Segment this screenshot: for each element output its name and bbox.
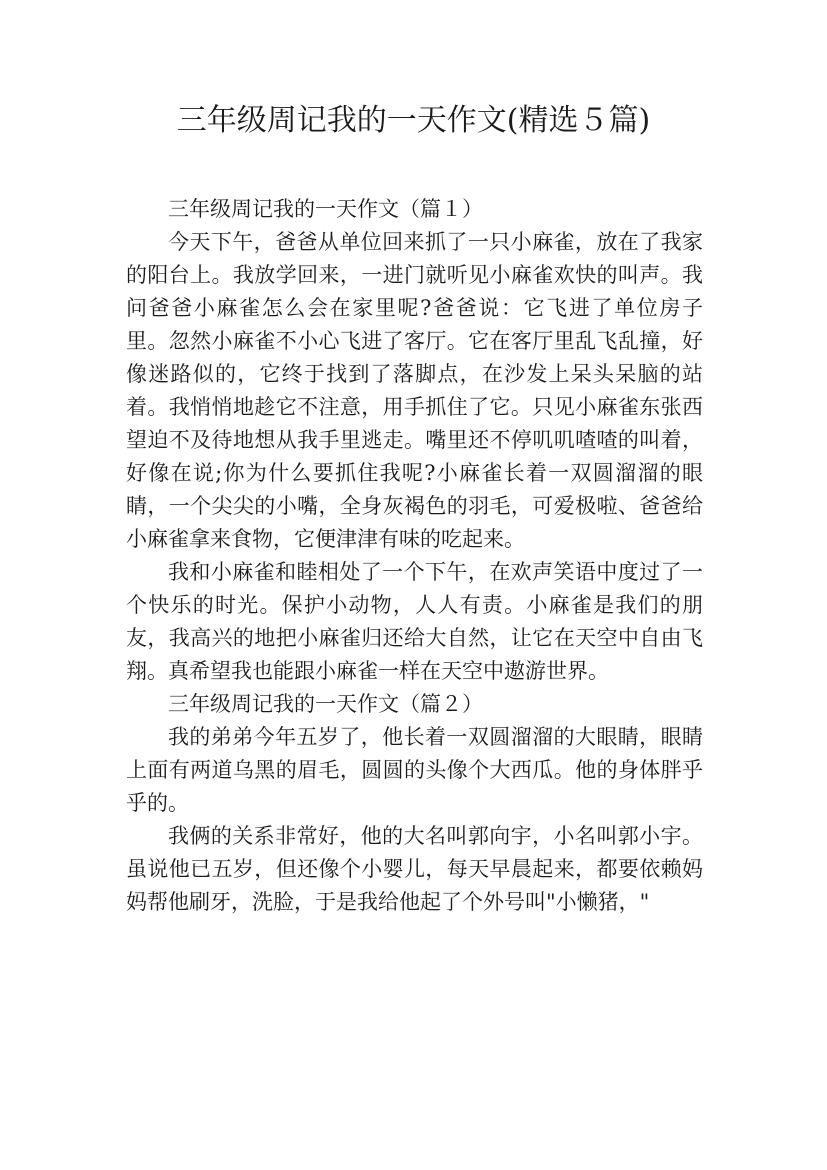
section-1 [126,193,703,688]
document-title: 三年级周记我的一天作文(精选５篇) [176,103,651,138]
document-body [126,193,703,919]
paragraph: 我和小麻雀和睦相处了一个下午，在欢声笑语中度过了一个快乐的时光。保护小动物，人人有责。小麻雀是我们的朋友，我高兴的地把小麻雀归还给大自然，让它在天空中自由飞翔。真希望我也能跟小麻雀一样在天空中遨游世界。 [126,560,703,683]
section-2 [126,688,703,919]
paragraph: 今天下午，爸爸从单位回来抓了一只小麻雀，放在了我家的阳台上。我放学回来，一进门就听见小麻雀欢快的叫声。我问爸爸小麻雀怎么会在家里呢?爸爸说：它飞进了单位房子里。忽然小麻雀不小心飞进了客厅。它在客厅里乱飞乱撞，好像迷路似的，它终于找到了落脚点，在沙发上呆头呆脑的站着。我悄悄地趁它不注意，用手抓住了它。只见小麻雀东张西望迫不及待地想从我手里逃走。嘴里还不停叽叽喳喳的叫着，好像在说;你为什么要抓住我呢?小麻雀长着一双圆溜溜的眼睛，一个尖尖的小嘴，全身灰褐色的羽毛，可爱极啦、爸爸给小麻雀拿来食物，它便津津有味的吃起来。 [126,230,703,551]
paragraph: 我俩的关系非常好，他的大名叫郭向宇，小名叫郭小宇。虽说他已五岁，但还像个小婴儿，每天早晨起来，都要依赖妈妈帮他刷牙，洗脸，于是我给他起了个外号叫"小懒猪，" [126,824,703,914]
section-heading: 三年级周记我的一天作文（篇１） [168,197,483,221]
section-heading: 三年级周记我的一天作文（篇２） [168,692,483,716]
paragraph: 我的弟弟今年五岁了，他长着一双圆溜溜的大眼睛，眼睛上面有两道乌黑的眉毛，圆圆的头像个大西瓜。他的身体胖乎乎的。 [126,725,703,815]
